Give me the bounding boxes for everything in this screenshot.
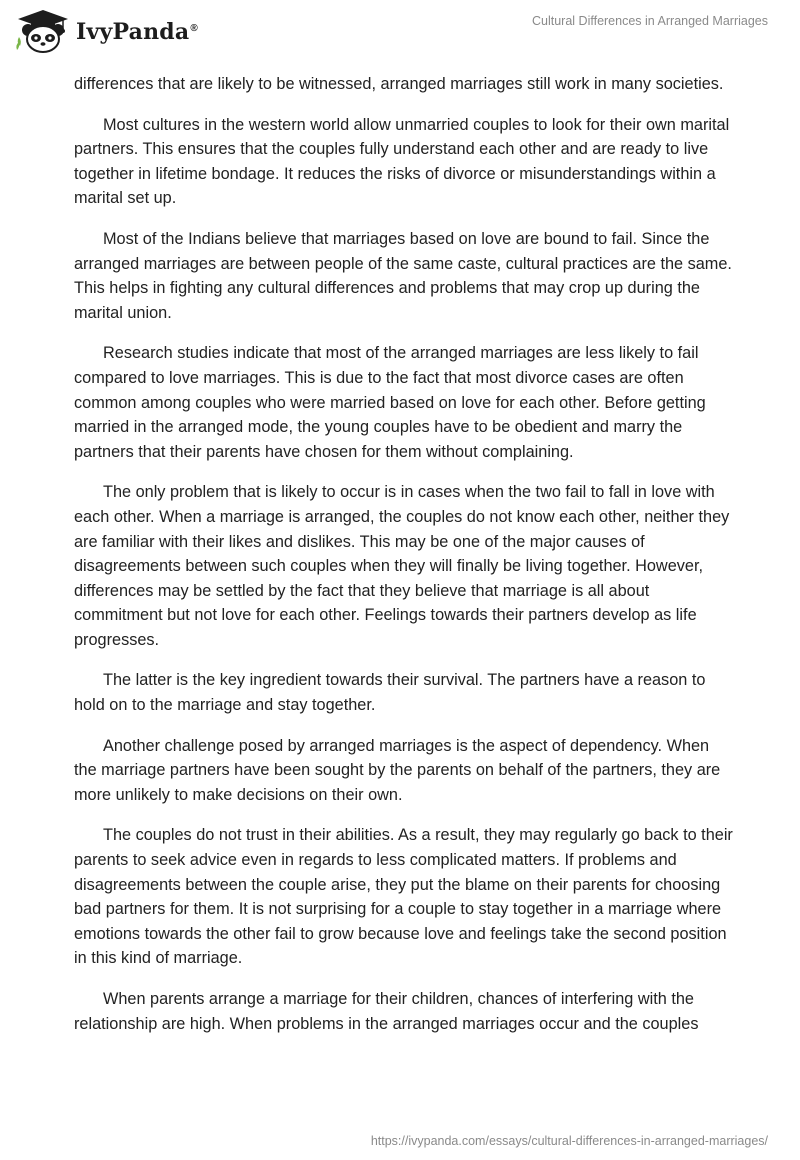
paragraph: When parents arrange a marriage for their children, chances of interfering with the relationship are high. When problems in the arranged marriages occur and the couples <box>74 990 699 1033</box>
page-header <box>0 0 800 70</box>
paragraph: The latter is the key ingredient towards their survival. The partners have a reason to hold on to the marriage and stay together. <box>74 671 706 715</box>
essay-body <box>74 72 734 1052</box>
paragraph: Research studies indicate that most of the arranged marriages are less likely to fail compared to love marriages. This is due to the fact that most divorce cases are often common among couples who were married based on love for each other. Before getting married in the arranged mode, the young couples have to be obedient and marry the partners that their parents have chosen for them without complaining. <box>74 344 706 461</box>
source-url-link[interactable]: https://ivypanda.com/essays/cultural-differences-in-arranged-marriages/ <box>370 1134 768 1148</box>
brand-logo[interactable] <box>14 8 198 54</box>
paragraph: Most cultures in the western world allow unmarried couples to look for their own marital partners. This ensures that the couples fully understand each other and are ready to live together in lifetime bondage. It reduces the risks of divorce or misunderstandings within a marital set up. <box>74 115 730 208</box>
paragraph: Most of the Indians believe that marriages based on love are bound to fail. Since the arranged marriages are between people of the same caste, cultural practices are the same. This helps in fighting any cultural differences and problems that may crop up during the marital union. <box>74 229 732 322</box>
panda-graduate-icon <box>14 8 72 54</box>
paragraph: The couples do not trust in their abilities. As a result, they may regularly go back to their parents to seek advice even in regards to less complicated matters. If problems and disagreements between the couple arise, they put the blame on their parents for choosing bad partners for them. It is not surprising for a couple to stay together in a marriage where emotions towards the other fail to grow because love and feelings take the second position in this kind of marriage. <box>74 826 733 968</box>
document-title: Cultural Differences in Arranged Marriages <box>532 14 768 28</box>
brand-name: IvyPanda® <box>76 19 198 45</box>
paragraph: The only problem that is likely to occur is in cases when the two fail to fall in love with each other. When a marriage is arranged, the couples do not know each other, neither they are familiar with their likes and dislikes. This may be one of the major causes of disagreements between such couples when they will finally be living together. However, differences may be settled by the fact that they believe that marriage is all about commitment but not love for each other. Feelings towards their partners develop as life progresses. <box>74 483 730 649</box>
paragraph: differences that are likely to be witnessed, arranged marriages still work in many societies. <box>74 75 724 93</box>
paragraph: Another challenge posed by arranged marriages is the aspect of dependency. When the marriage partners have been sought by the parents on behalf of the partners, they are more unlikely to make decisions on their own. <box>74 736 721 804</box>
